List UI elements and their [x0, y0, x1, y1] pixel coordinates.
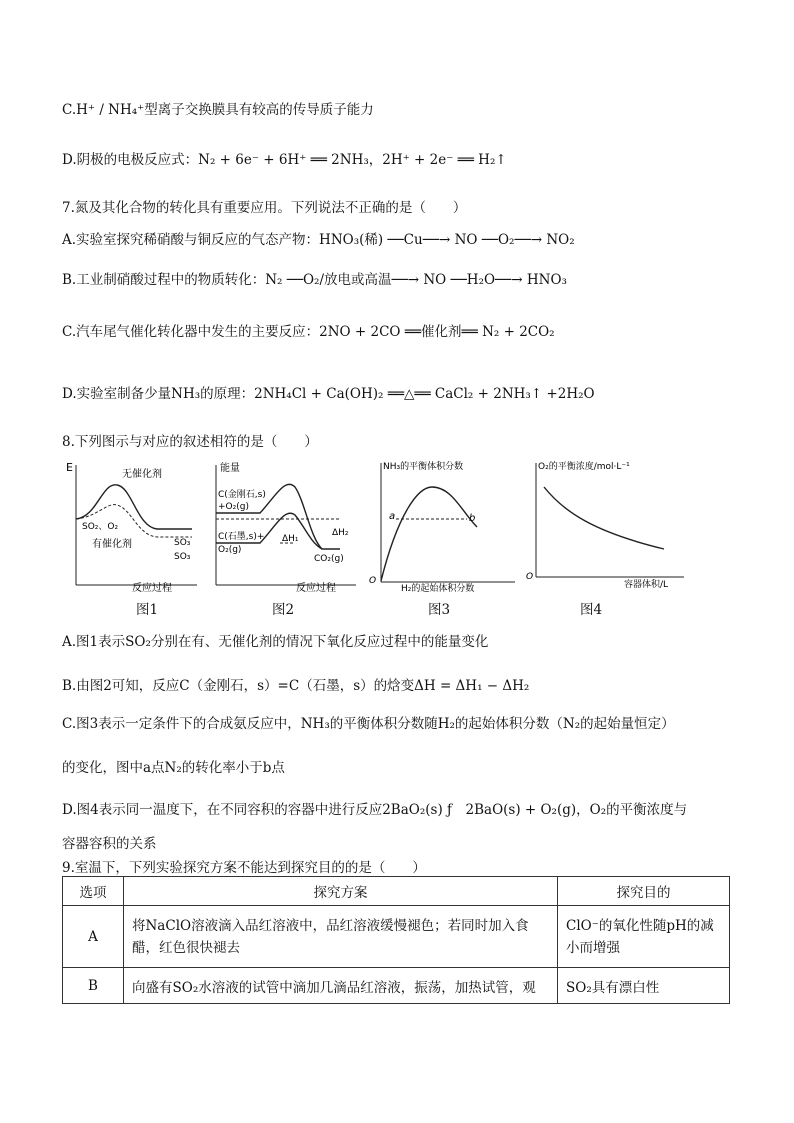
- row-a-option: A: [63, 906, 124, 968]
- fig1-cat-curve: [76, 505, 192, 537]
- fig1-x-axis: 反应过程: [132, 583, 172, 592]
- fig1-reactant: SO₂、O₂: [82, 522, 119, 532]
- fig4-y-axis: O₂的平衡浓度/mol·L⁻¹: [538, 462, 630, 472]
- experiment-table: [62, 876, 730, 1004]
- fig4-origin: O: [526, 572, 534, 582]
- question-8-option-c-line1: C.图3表示一定条件下的合成氨反应中，NH₃的平衡体积分数随H₂的起始体积分数（N₂的起始量恒定）: [62, 716, 675, 732]
- figure-2-caption: 图2: [272, 602, 295, 618]
- row-a-goal: ClO⁻的氧化性随pH的减小而增强: [558, 906, 730, 968]
- table-header-row: [63, 877, 730, 906]
- figure-1: [62, 457, 202, 592]
- fig2-reactant1b: +O₂(g): [218, 502, 249, 512]
- figure-row: [62, 457, 732, 592]
- row-b-plan: 向盛有SO₂水溶液的试管中滴加几滴品红溶液，振荡，加热试管，观: [124, 968, 558, 1004]
- figure-1-caption: 图1: [136, 602, 159, 618]
- question-9-stem: 9.室温下，下列实验探究方案不能达到探究目的的是（ ）: [62, 860, 426, 876]
- fig4-curve: [544, 487, 664, 549]
- question-7-stem: 7.氮及其化合物的转化具有重要应用。下列说法不正确的是（ ）: [62, 200, 467, 216]
- fig2-reactant1a: C(金刚石,s): [218, 490, 266, 500]
- question-7-option-d: D.实验室制备少量NH₃的原理：2NH₄Cl + Ca(OH)₂ ══△══ CaCl₂ + 2NH₃↑ +2H₂O: [62, 386, 595, 402]
- fig3-y-axis: NH₃的平衡体积分数: [383, 462, 464, 472]
- header-goal: 探究目的: [558, 877, 730, 906]
- fig3-point-a: a: [389, 511, 396, 522]
- option-d-cathode: D.阴极的电极反应式：N₂ + 6e⁻ + 6H⁺ ══ 2NH₃，2H⁺ + 2e⁻ ══ H₂↑: [62, 152, 507, 168]
- fig2-y-axis: 能量: [220, 463, 240, 474]
- question-8-option-d-line2: 容器容积的关系: [62, 836, 157, 852]
- row-a-plan: 将NaClO溶液滴入品红溶液中，品红溶液缓慢褪色；若同时加入食醋，红色很快褪去: [124, 906, 558, 968]
- fig1-label-cat: 有催化剂: [92, 539, 132, 550]
- fig2-x-axis: 反应过程: [296, 583, 336, 592]
- option-c-membrane: C.H⁺ / NH₄⁺型离子交换膜具有较高的传导质子能力: [62, 102, 374, 118]
- figure-3-caption: 图3: [428, 602, 451, 618]
- fig3-point-b: b: [469, 513, 476, 524]
- fig2-dh1: ΔH₁: [282, 534, 299, 544]
- fig2-dh2: ΔH₂: [332, 528, 349, 538]
- question-7-option-a: A.实验室探究稀硝酸与铜反应的气态产物：HNO₃(稀) ──Cu──→ NO ──O₂──→ NO₂: [62, 232, 575, 248]
- fig1-y-axis: E: [66, 461, 73, 474]
- figure-4-caption: 图4: [580, 602, 603, 618]
- figure-2: [210, 457, 360, 592]
- fig1-label-uncat: 无催化剂: [122, 469, 162, 480]
- fig2-reactant2b: O₂(g): [218, 545, 242, 555]
- row-b-option: B: [63, 968, 124, 1004]
- fig3-origin: O: [369, 576, 377, 586]
- question-8-option-c-line2: 的变化，图中a点N₂的转化率小于b点: [62, 760, 285, 776]
- question-8-stem: 8.下列图示与对应的叙述相符的是（ ）: [62, 434, 318, 450]
- figure-4: [524, 457, 689, 592]
- question-7-option-b: B.工业制硝酸过程中的物质转化：N₂ ──O₂/放电或高温──→ NO ──H₂O──→ HNO₃: [62, 272, 567, 288]
- fig3-curve: [381, 487, 477, 581]
- question-8-option-d-line1: D.图4表示同一温度下，在不同容积的容器中进行反应2BaO₂(s) ƒ 2BaO(s) + O₂(g)，O₂的平衡浓度与: [62, 802, 688, 818]
- question-7-option-c: C.汽车尾气催化转化器中发生的主要反应：2NO + 2CO ══催化剂══ N₂ + 2CO₂: [62, 324, 555, 340]
- table-row: [63, 968, 730, 1004]
- fig1-product1: SO₃: [174, 538, 191, 548]
- figure-3: [367, 457, 517, 592]
- fig1-product2: SO₃: [174, 552, 191, 562]
- header-option: 选项: [63, 877, 124, 906]
- question-8-option-b: B.由图2可知，反应C（金刚石，s）=C（石墨，s）的焓变ΔH = ΔH₁ − ΔH₂: [62, 678, 530, 694]
- fig3-x-axis: H₂的起始体积分数: [401, 584, 475, 592]
- fig2-reactant2a: C(石墨,s)+: [218, 532, 265, 542]
- question-8-option-a: A.图1表示SO₂分别在有、无催化剂的情况下氧化反应过程中的能量变化: [62, 634, 489, 650]
- header-plan: 探究方案: [124, 877, 558, 906]
- fig2-product: CO₂(g): [314, 554, 344, 564]
- fig4-x-axis: 容器体积/L: [624, 580, 669, 590]
- row-b-goal: SO₂具有漂白性: [558, 968, 730, 1004]
- table-row: [63, 906, 730, 968]
